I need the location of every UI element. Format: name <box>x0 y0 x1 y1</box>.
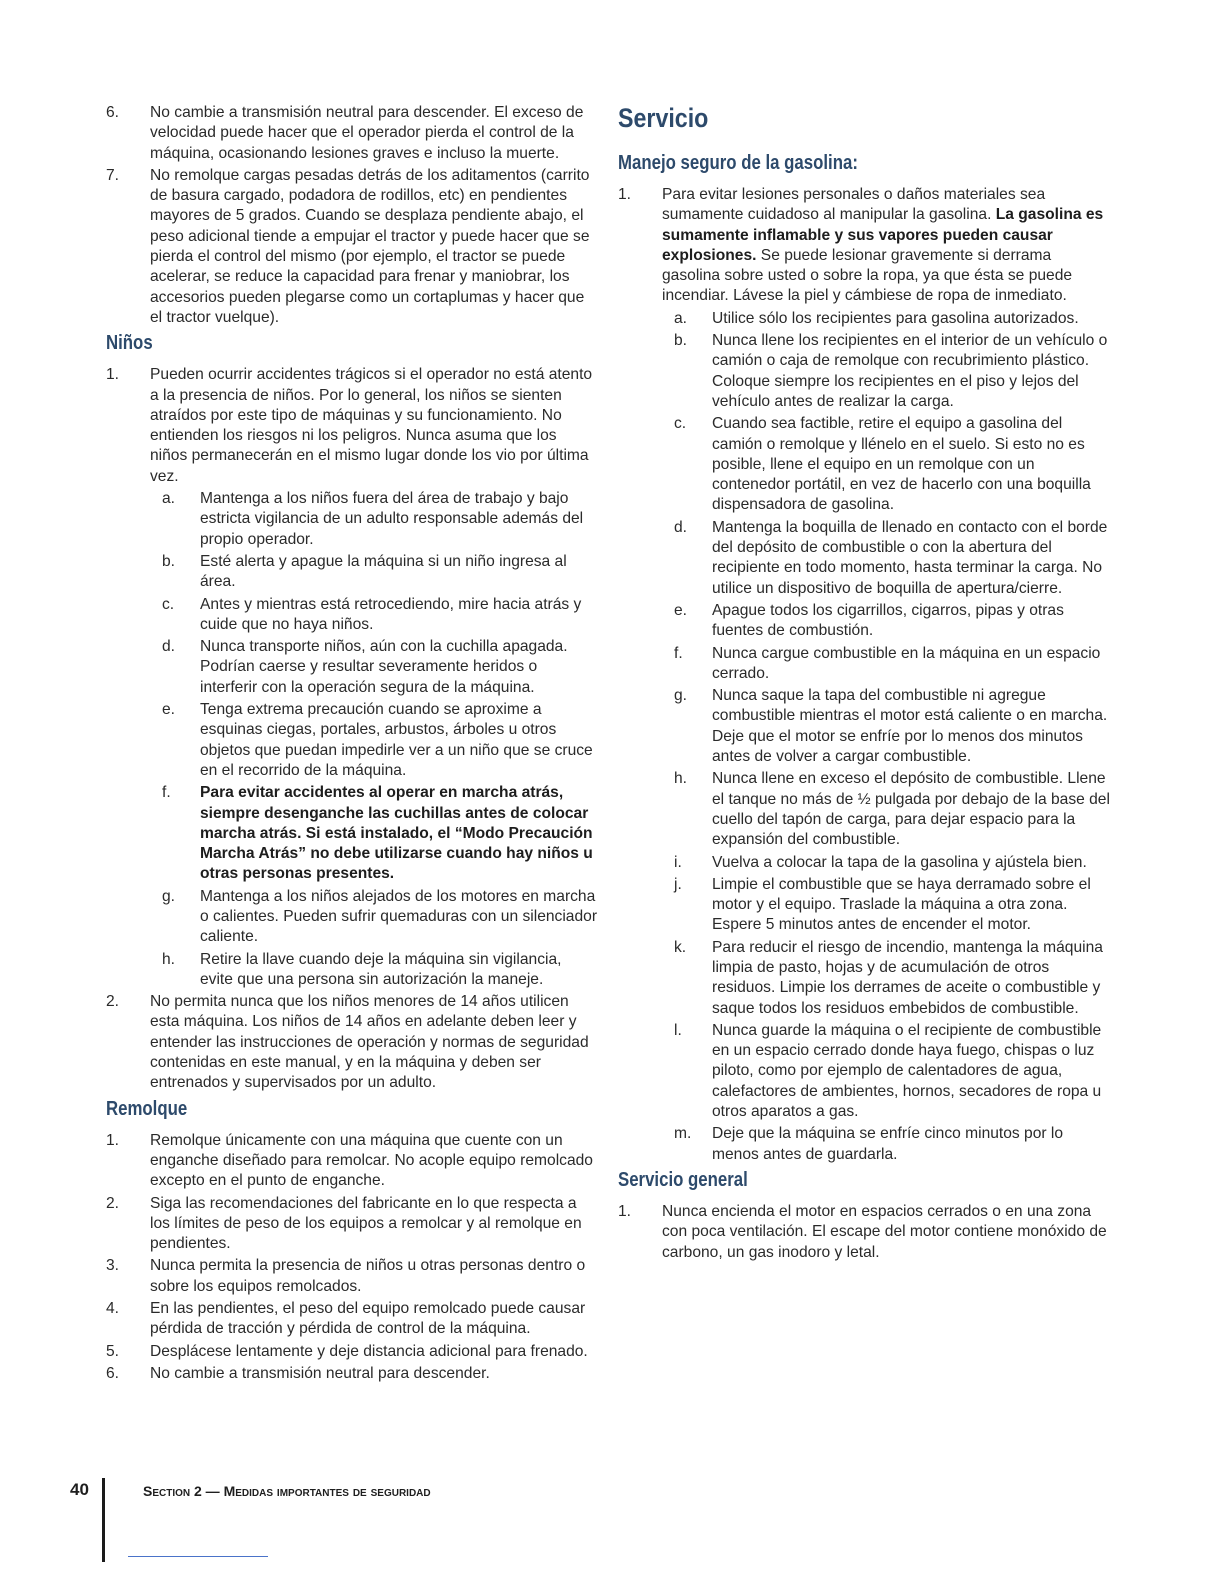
gasolina-heading: Manejo seguro de la gasolina: <box>618 152 858 174</box>
sub-list-item: a. Mantenga a los niños fuera del área de trabajo y bajo estricta vigilancia de un adulto responsable además del propio operador. <box>162 490 584 548</box>
list-item: 4. En las pendientes, el peso del equipo remolcado puede causar pérdida de tracción y pérdida de control de la máquina. <box>106 1300 586 1338</box>
sub-list-item: l. Nunca guarde la máquina o el recipiente de combustible en un espacio cerrado donde haya fuego, chispas o luz piloto, como por ejemplo de calentadores de agua, calefactores de ambientes, hornos, secadores de ropa u otros aparatos a gas. <box>674 1021 1102 1121</box>
sub-list-item: b. Esté alerta y apague la máquina si un niño ingresa al área. <box>162 552 567 591</box>
footer-divider <box>102 1478 105 1562</box>
list-item: 3. Nunca permita la presencia de niños u otras personas dentro o sobre los equipos remolcados. <box>106 1257 586 1295</box>
ninos-heading: Niños <box>106 332 153 355</box>
sub-list-item: c. Cuando sea factible, retire el equipo a gasolina del camión o remolque y llénelo en el suelo. Si esto no es posible, llene el equipo en un remolque con un contenedor portátil, en vez de hacerlo con una boquilla dispensadora de gasolina. <box>674 415 1091 514</box>
sub-list-item: h. Retire la llave cuando deje la máquina sin vigilancia, evite que una persona sin autorización la maneje. <box>162 950 562 988</box>
sub-list-item: h. Nunca llene en exceso el depósito de combustible. Llene el tanque no más de ½ pulgada por debajo de la base del cuello del tapón de carga, para dejar espacio para la expansión del combustible. <box>674 770 1110 849</box>
list-item: 2. No permita nunca que los niños menores de 14 años utilicen esta máquina. Los niños de 14 años en adelante deben leer y entender las instrucciones de operación y normas de seguridad contenidas en este manual, y en la máquina y deben ser entrenados y supervisados por un adulto. <box>106 993 589 1092</box>
remolque-heading: Remolque <box>106 1097 188 1120</box>
list-item: 6. No cambie a transmisión neutral para descender. <box>106 1364 490 1382</box>
section-title: Servicio <box>618 103 709 133</box>
list-item: 1. Remolque únicamente con una máquina que cuente con un enganche diseñado para remolcar. No acople equipo remolcado excepto en el punto de enganche. <box>106 1131 593 1190</box>
servicio-general-heading: Servicio general <box>618 1168 748 1191</box>
sub-list-item: c. Antes y mientras está retrocediendo, mire hacia atrás y cuide que no haya niños. <box>162 595 582 633</box>
sub-list-item: k. Para reducir el riesgo de incendio, mantenga la máquina limpia de pasto, hojas y de acumulación de otros residuos. Limpie los derrames de aceite o combustible y saque todos los residuos embebidos de combustible. <box>674 938 1103 1017</box>
left-column <box>106 103 598 1386</box>
sub-list-item: m. Deje que la máquina se enfríe cinco minutos por lo menos antes de guardarla. <box>674 1125 1064 1163</box>
sub-list-item: f. Nunca cargue combustible en la máquina en un espacio cerrado. <box>674 644 1101 682</box>
sub-list-item: g. Mantenga a los niños alejados de los motores en marcha o calientes. Pueden sufrir quemaduras con un silenciador caliente. <box>162 887 598 946</box>
sub-list-item: j. Limpie el combustible que se haya derramado sobre el motor y el equipo. Traslade la máquina a otra zona. Espere 5 minutos antes de encender el motor. <box>674 875 1091 934</box>
sub-list-item: d. Mantenga la boquilla de llenado en contacto con el borde del depósito de combustible o con la abertura del recipiente en todo momento, hasta terminar la carga. No utilice un dispositivo de boquilla de apertura/cierre. <box>674 518 1108 597</box>
list-item: 2. Siga las recomendaciones del fabricante en lo que respecta a los límites de peso de los equipos a remolcar y al remolque en pendientes. <box>106 1194 582 1253</box>
sub-list-item: e. Apague todos los cigarrillos, cigarros, pipas y otras fuentes de combustión. <box>674 601 1064 640</box>
sub-list-item: b. Nunca llene los recipientes en el interior de un vehículo o camión o caja de remolque con recubrimiento plástico. Coloque siempre los recipientes en el piso y lejos del vehículo antes de realizar la carga. <box>674 332 1108 410</box>
footer-section-label: Section 2 — Medidas importantes de seguridad <box>143 1483 431 1499</box>
right-column <box>618 103 1112 1265</box>
list-item: 5. Desplácese lentamente y deje distancia adicional para frenado. <box>106 1342 588 1360</box>
sub-list-item-warning: f. Para evitar accidentes al operar en marcha atrás, siempre desenganche las cuchillas antes de colocar marcha atrás. Si está instalado, el “Modo Precaución Marcha Atrás” no debe utilizarse cuando hay niños u otras personas presentes. <box>162 784 593 883</box>
page-number: 40 <box>70 1480 89 1499</box>
sub-list-item: e. Tenga extrema precaución cuando se aproxime a esquinas ciegas, portales, arbustos, árboles u otros objetos que puedan impedirle ver a un niño que se cruce en el recorrido de la máquina. <box>162 701 593 779</box>
gasoline-warning: La gasolina es sumamente inflamable y sus vapores pueden causar explosiones. <box>662 206 1104 264</box>
sub-list-item: d. Nunca transporte niños, aún con la cuchilla apagada. Podrían caerse y resultar severamente heridos o interferir con la operación segura de la máquina. <box>162 638 568 696</box>
bottom-rule <box>128 1556 268 1557</box>
sub-list-item: a. Utilice sólo los recipientes para gasolina autorizados. <box>674 309 1079 327</box>
list-item: 1. Pueden ocurrir accidentes trágicos si el operador no está atento a la presencia de niños. Por lo general, los niños se sienten atraídos por este tipo de máquinas y su funcionamiento. No entienden los riesgos ni los peligros. Nunca asuma que los niños permanecerán en el mismo lugar donde los vio por última vez. <box>106 366 593 485</box>
list-item: 1. Nunca encienda el motor en espacios cerrados o en una zona con poca ventilación. El escape del motor contiene monóxido de carbono, un gas inodoro y letal. <box>618 1202 1107 1261</box>
list-item: 7. No remolque cargas pesadas detrás de los aditamentos (carrito de basura cargado, podadora de rodillos, etc) en pendientes mayores de 5 grados. Cuando se desplaza pendiente abajo, el peso adicional tiende a empujar el tractor y puede hacer que se pierda el control del mismo (por ejemplo, el tractor se puede acelerar, se reduce la capacidad para frenar y maniobrar, los accesorios pueden plegarse como un cortaplumas y hacer que el tractor vuelque). <box>106 166 590 326</box>
list-item: 1. Para evitar lesiones personales o daños materiales sea sumamente cuidadoso al manipular la gasolina. La gasolina es sumamente inflamable y sus vapores pueden causar explosiones. Se puede lesionar gravemente si derrama gasolina sobre usted o sobre la ropa, ya que ésta se puede incendiar. Lávese la piel y cámbiese de ropa de inmediato. <box>618 186 1104 305</box>
list-item: 6. No cambie a transmisión neutral para descender. El exceso de velocidad puede hacer que el operador pierda el control de la máquina, ocasionando lesiones graves e incluso la muerte. <box>106 104 584 162</box>
sub-list-item: i. Vuelva a colocar la tapa de la gasolina y ajústela bien. <box>674 853 1087 871</box>
sub-list-item: g. Nunca saque la tapa del combustible ni agregue combustible mientras el motor está caliente o en marcha. Deje que el motor se enfríe por lo menos dos minutos antes de volver a cargar combustible. <box>674 687 1108 766</box>
